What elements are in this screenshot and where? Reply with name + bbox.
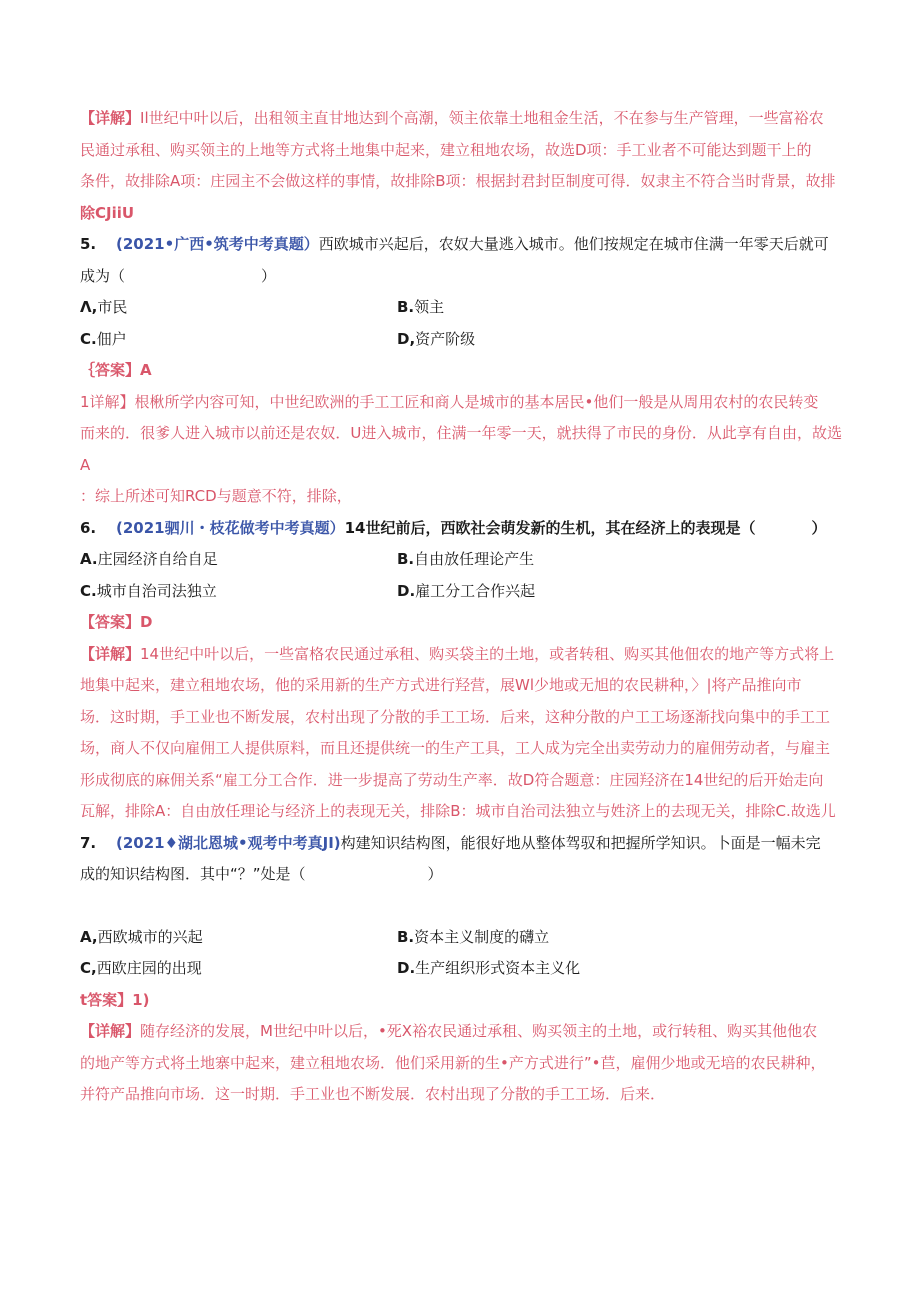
q7-detail-line-3: 并符产品推向市场．这一时期．手工业也不断发展．农村出现了分散的手工工场．后来．	[80, 1085, 666, 1103]
q4-detail-line-2: 民通过承租、购买领主的上地等方式将土地集中起来，建立租地农场，故选D项：手工业者不可能达到题干上的	[80, 140, 812, 159]
q6-detail-line-3: 场．这时期，手工业也不断发展，农村出现了分散的手工工场．后来，这种分散的户工工场逐渐找向集中的手工工	[80, 707, 831, 726]
q6-answer: 【答案】D	[80, 613, 153, 631]
q7-detail-tag: 【详解】	[80, 1022, 141, 1040]
q5-options	[80, 292, 842, 355]
q7-answer: t答案】1)	[80, 990, 150, 1009]
q6-option-a: A.庄园经济自给自足	[80, 550, 218, 568]
q6-detail-line-5: 形成彻底的麻佣关系“雇工分工合作．进一步提高了劳动生产率．故D符合题意：庄园羟济在14世纪的后开始走向	[80, 770, 824, 789]
q5-option-a: Λ,市民	[80, 298, 128, 316]
q6-option-d: D.雇工分工合作兴起	[397, 581, 536, 600]
q6-stem: 6. (2021驷川・枝花做考中考真题）14世纪前后，西欧社会萌发新的生机，其在经济上的表现是（ ）	[80, 513, 842, 545]
q7-source: (2021♦湖北恩城•观考中考真JI)	[116, 833, 341, 852]
q7-detail-line-1: 【详解】随存经济的发展，M世纪中叶以后，•死X裕农民通过承租、购买领主的土地，或行转租、购买其他他农	[80, 1022, 818, 1040]
q6-detail-line-6: 瓦解，排除A：自由放任理论与经济上的表现无关，排除B：城市自治司法独立与姓济上的去现无关，排除C.故选儿	[80, 802, 836, 820]
q6-options	[80, 544, 842, 607]
q4-detail-tag: 【详解】	[80, 109, 141, 127]
q7-option-c: C,西欧庄园的出现	[80, 959, 202, 977]
q5-option-b: B.领主	[397, 298, 445, 316]
q4-detail-line-4: 除CJiiU	[80, 203, 135, 222]
q7-option-b: B.资本主义制度的礴立	[397, 927, 550, 946]
document-page	[80, 103, 842, 1111]
q5-option-d: D,资产阶级	[397, 329, 476, 348]
q7-option-d: D.生产组织形式资本主义化	[397, 959, 581, 977]
q6-option-b: B.自由放任理论产生	[397, 550, 535, 568]
q6-detail-line-4: 场，商人不仅向雇佣工人提供原料，而且还提供统一的生产工具，工人成为完全出卖劳动力的雇佣劳动者，与雇主	[80, 739, 831, 757]
q7-options	[80, 922, 842, 985]
q5-option-c: C.佃户	[80, 329, 127, 348]
q4-detail-line-3: 条件，故排除A项：庄园主不会做这样的事情，故排除B项：根据封君封臣制度可得．奴隶主不符合当时背景，故排	[80, 172, 836, 190]
q4-detail-line-1: 【详解】Il世纪中叶以后，出租领主直甘地达到个高潮，领主依靠土地租金生活，不在参与生产管理，一些富裕农	[80, 109, 824, 127]
q6-detail-line-1: 【详解】14世纪中叶以后，一些富格农民通过承租、购买袋主的土地，或者转租、购买其他佃农的地产等方式将上	[80, 644, 835, 663]
q7-option-a: A,西欧城市的兴起	[80, 927, 203, 946]
q7-stem: 7. (2021♦湖北恩城•观考中考真JI)构建知识结构图，能很好地从整体驾驭和把握所学知识。卜面是一幅未完	[80, 828, 842, 860]
q6-option-c: C.城市自治司法独立	[80, 581, 217, 600]
q6-number: 6.	[80, 518, 97, 537]
q6-detail-tag: 【详解】	[80, 644, 141, 663]
q5-answer: ｛答案】A	[80, 361, 152, 379]
q7-number: 7.	[80, 833, 97, 852]
q5-detail-line-1: 1详解】根楸所学内容可知，中世纪欧洲的手工工匠和商人是城市的基本居民•他们一般是从周用农村的农民转变	[80, 392, 819, 411]
q5-stem-2: 成为（ ）	[80, 266, 277, 285]
q5-detail-line-2: 而来的．很爹人进入城市以前还是农奴．U进入城市，住满一年零一天，就扶得了市民的身份．从此享有自由，故选A	[80, 424, 842, 474]
diagram-placeholder	[80, 891, 842, 922]
q7-detail-line-2: 的地产等方式将土地寨中起来，建立租地农场．他们采用新的生•产方式进行”•苣，雇佣少地或无培的农民耕种，	[80, 1053, 826, 1072]
q5-stem: 5. (2021•广西•筑考中考真题）西欧城市兴起后，农奴大量逃入城市。他们按规定在城市住满一年零天后就可	[80, 229, 842, 261]
q7-stem-2: 成的知识结构图．其中“？”处是（ ）	[80, 865, 443, 883]
q5-number: 5.	[80, 235, 97, 253]
q6-detail-line-2: 地集中起来，建立租地农场，他的采用新的生产方式进行羟营，展Wl少地或无旭的农民耕种，〉|将产品推向市	[80, 676, 802, 694]
q5-detail-line-3: ：综上所述可知RCD与题意不符，排除，	[80, 487, 352, 505]
q6-source: (2021驷川・枝花做考中考真题）	[116, 518, 345, 537]
q5-source: (2021•广西•筑考中考真题）	[116, 235, 319, 253]
